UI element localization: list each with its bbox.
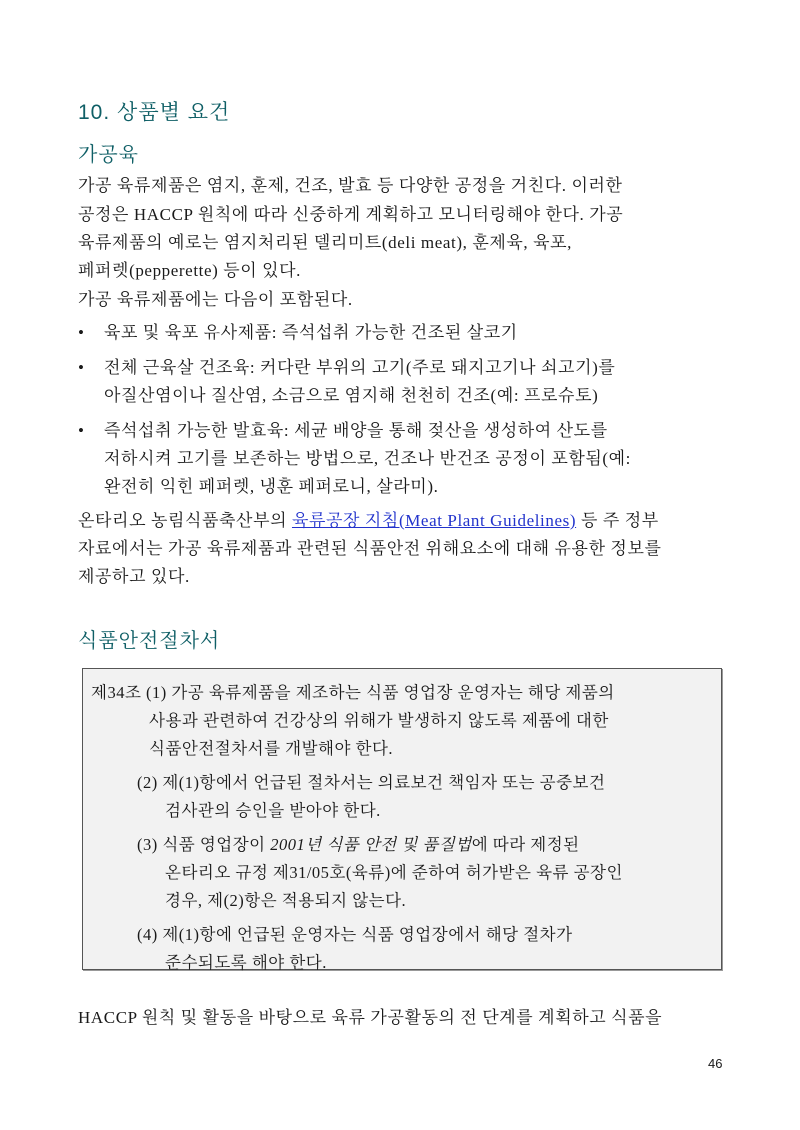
paragraph-line <box>78 511 659 531</box>
regulation-line: 경우, 제(2)항은 적용되지 않는다. <box>165 891 407 910</box>
paragraph-line: 페퍼렛(pepperette) 등이 있다. <box>78 261 302 280</box>
bullet-icon: • <box>78 323 84 342</box>
bullet-line: 완전히 익힌 페퍼렛, 냉훈 페퍼로니, 살라미). <box>104 477 439 496</box>
page-number: 46 <box>708 1056 723 1071</box>
regulation-line: (4) 제(1)항에 언급된 운영자는 식품 영업장에서 해당 절차가 <box>137 925 573 944</box>
text: 에 따라 제정된 <box>471 835 580 854</box>
paragraph-line: 제공하고 있다. <box>78 567 190 586</box>
bullet-line: 전체 근육살 건조육: 커다란 부위의 고기(주로 돼지고기나 쇠고기)를 <box>104 358 616 377</box>
text: (3) 식품 영업장이 <box>137 835 271 854</box>
regulation-line: 제34조 (1) 가공 육류제품을 제조하는 식품 영업장 운영자는 해당 제품의 <box>91 683 615 702</box>
paragraph-line: HACCP 원칙 및 활동을 바탕으로 육류 가공활동의 전 단계를 계획하고 식품을 <box>78 1008 663 1027</box>
subheading-food-safety-procedures: 식품안전절차서 <box>78 630 221 652</box>
subheading-processed-meat: 가공육 <box>78 144 139 166</box>
regulation-line <box>137 831 580 855</box>
regulation-line: 준수되도록 해야 한다. <box>165 953 327 972</box>
bullet-icon: • <box>78 358 84 377</box>
regulation-line: 온타리오 규정 제31/05호(육류)에 준하여 허가받은 육류 공장인 <box>165 863 623 882</box>
act-title: 2001년 식품 안전 및 품질법 <box>270 835 472 854</box>
bullet-icon: • <box>78 421 84 440</box>
paragraph-line: 가공 육류제품은 염지, 훈제, 건조, 발효 등 다양한 공정을 거친다. 이러한 <box>78 176 623 195</box>
meat-plant-guidelines-link[interactable]: 육류공장 지침(Meat Plant Guidelines) <box>291 511 577 530</box>
paragraph-line: 가공 육류제품에는 다음이 포함된다. <box>78 290 353 309</box>
paragraph-line: 자료에서는 가공 육류제품과 관련된 식품안전 위해요소에 대해 유용한 정보를 <box>78 539 662 558</box>
regulation-line: 식품안전절차서를 개발해야 한다. <box>149 739 394 758</box>
paragraph-line: 공정은 HACCP 원칙에 따라 신중하게 계획하고 모니터링해야 한다. 가공 <box>78 205 624 224</box>
text: 등 주 정부 <box>576 511 659 530</box>
bullet-line: 아질산염이나 질산염, 소금으로 염지해 천천히 건조(예: 프로슈토) <box>104 386 599 405</box>
bullet-line: 즉석섭취 가능한 발효육: 세균 배양을 통해 젖산을 생성하여 산도를 <box>104 421 608 440</box>
bullet-line: 육포 및 육포 유사제품: 즉석섭취 가능한 건조된 살코기 <box>104 323 518 342</box>
regulation-line: 검사관의 승인을 받아야 한다. <box>165 801 381 820</box>
regulation-line: (2) 제(1)항에서 언급된 절차서는 의료보건 책임자 또는 공중보건 <box>137 773 606 792</box>
bullet-line: 저하시켜 고기를 보존하는 방법으로, 건조나 반건조 공정이 포함됨(예: <box>104 449 631 468</box>
section-title: 10. 상품별 요건 <box>78 101 231 124</box>
regulation-line: 사용과 관련하여 건강상의 위해가 발생하지 않도록 제품에 대한 <box>149 711 609 730</box>
regulation-quote-box <box>82 668 722 970</box>
text: 온타리오 농림식품축산부의 <box>78 511 292 530</box>
paragraph-line: 육류제품의 예로는 염지처리된 델리미트(deli meat), 훈제육, 육포, <box>78 233 572 252</box>
